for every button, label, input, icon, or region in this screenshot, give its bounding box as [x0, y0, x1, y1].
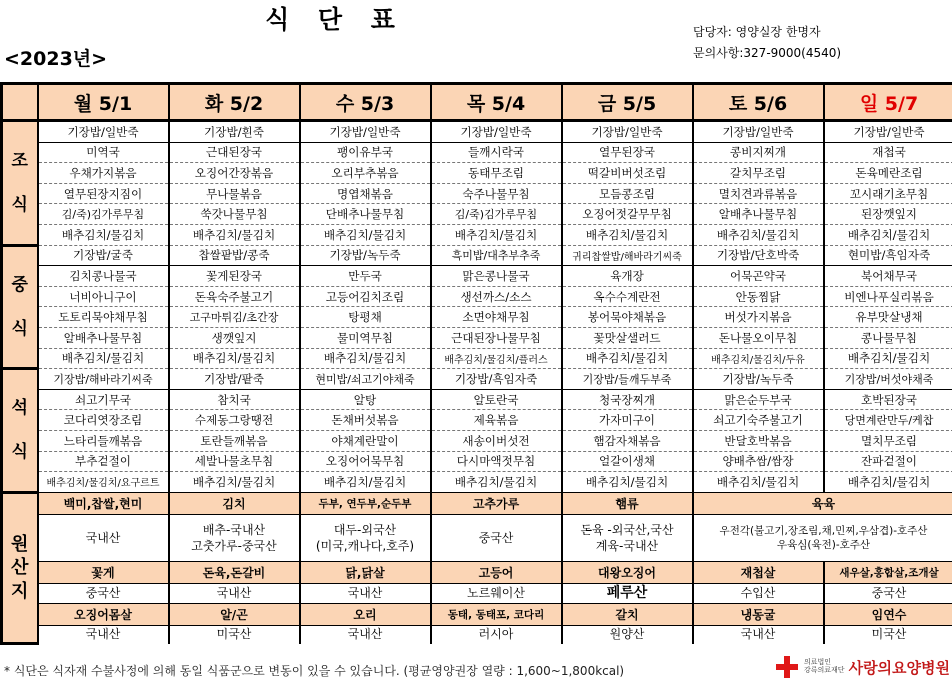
menu-cell: 가자미구이: [562, 410, 693, 431]
origin-label-row: [2, 603, 952, 625]
day-header: 목 5/4: [431, 84, 562, 121]
menu-row: [2, 245, 952, 266]
origin-item-label: 오징어몸살: [38, 603, 169, 625]
origin-item-label: 갈치: [562, 603, 693, 625]
origin-item-value: 노르웨이산: [431, 583, 562, 603]
menu-cell: 기장밥/버섯야채죽: [824, 369, 952, 390]
menu-cell: 비엔나푸실리볶음: [824, 286, 952, 307]
menu-cell: 제육볶음: [431, 410, 562, 431]
menu-cell: 기장밥/흑임자죽: [431, 369, 562, 390]
origin-item-value: 수입산: [693, 583, 824, 603]
menu-cell: 느타리들깨볶음: [38, 430, 169, 451]
menu-cell: 기장밥/일반죽: [300, 121, 431, 143]
menu-cell: 육개장: [562, 266, 693, 287]
menu-cell: 떡갈비버섯조림: [562, 163, 693, 184]
menu-cell: 고등어김치조림: [300, 286, 431, 307]
origin-label-row: [2, 492, 952, 514]
origin-item-label: 닭,닭살: [300, 561, 431, 583]
menu-cell: 배추김치/물김치/요구르트: [38, 472, 169, 493]
menu-cell: 배추김치/물김치: [824, 472, 952, 493]
menu-cell: 멸치견과류볶음: [693, 183, 824, 204]
menu-cell: 당면계란만두/케찹: [824, 410, 952, 431]
day-header: 토 5/6: [693, 84, 824, 121]
menu-cell: 북어채무국: [824, 266, 952, 287]
menu-cell: 얼갈이생채: [562, 451, 693, 472]
origin-item-value: 국내산: [300, 625, 431, 644]
hospital-logo: [776, 656, 950, 678]
menu-cell: 콩나물무침: [824, 327, 952, 348]
menu-cell: 기장밥/녹두죽: [300, 245, 431, 266]
menu-cell: 햄감자채볶음: [562, 430, 693, 451]
menu-cell: 기장밥/팥죽: [169, 369, 300, 390]
origin-item-label: 대왕오징어: [562, 561, 693, 583]
menu-cell: 배추김치/물김치: [300, 472, 431, 493]
menu-cell: 들깨시락국: [431, 142, 562, 163]
menu-cell: 김/죽)김가루무침: [38, 204, 169, 225]
menu-cell: 모듬콩조림: [562, 183, 693, 204]
menu-cell: 우채가지볶음: [38, 163, 169, 184]
origin-item-label: 재첩살: [693, 561, 824, 583]
menu-cell: 기장밥/일반죽: [824, 121, 952, 143]
menu-cell: 꽃맛살샐러드: [562, 327, 693, 348]
menu-cell: 명엽채볶음: [300, 183, 431, 204]
menu-cell: 오징어어묵무침: [300, 451, 431, 472]
menu-cell: 알배추나물무침: [38, 327, 169, 348]
menu-cell: 배추김치/물김치: [562, 224, 693, 245]
menu-cell: 기장밥/녹두죽: [693, 369, 824, 390]
menu-cell: 배추김치/물김치: [300, 348, 431, 369]
logo-subtitle-1: 의료법인: [804, 658, 832, 667]
menu-table: [0, 82, 952, 645]
origin-item-value: 러시아: [431, 625, 562, 644]
menu-cell: 배추김치/물김치: [693, 472, 824, 493]
menu-cell: 수제동그랑땡전: [169, 410, 300, 431]
menu-cell: 배추김치/물김치: [693, 224, 824, 245]
origin-item-label: 동태, 동태포, 코다리: [431, 603, 562, 625]
origin-item-label: 두부, 연두부,순두부: [300, 492, 431, 514]
menu-row: [2, 142, 952, 163]
menu-cell: 기장밥/해바라기씨죽: [38, 369, 169, 390]
menu-row: [2, 369, 952, 390]
menu-cell: 콩비지찌개: [693, 142, 824, 163]
origin-item-label: 백미,찹쌀,현미: [38, 492, 169, 514]
origin-item-label: 알/곤: [169, 603, 300, 625]
menu-cell: 양배추쌈/쌈장: [693, 451, 824, 472]
origin-item-value: 대두-외국산 (미국,캐나다,호주): [300, 514, 431, 561]
menu-cell: 기장밥/일반죽: [562, 121, 693, 143]
menu-cell: 기장밥/굴죽: [38, 245, 169, 266]
day-header: 화 5/2: [169, 84, 300, 121]
menu-cell: 김치콩나물국: [38, 266, 169, 287]
menu-cell: 고구마튀김/초간장: [169, 307, 300, 328]
menu-cell: 배추김치/물김치: [38, 348, 169, 369]
menu-cell: 흑미밥/대추부추죽: [431, 245, 562, 266]
menu-cell: 쇠고기무국: [38, 389, 169, 410]
origin-item-value: 국내산: [300, 583, 431, 603]
menu-cell: 현미밥/쇠고기야채죽: [300, 369, 431, 390]
menu-row: [2, 348, 952, 369]
menu-cell: 세발나물초무침: [169, 451, 300, 472]
menu-cell: 멸치무조림: [824, 430, 952, 451]
origin-item-value: 미국산: [824, 625, 952, 644]
origin-item-value: 배추-국내산 고춧가루-중국산: [169, 514, 300, 561]
origin-item-value: 국내산: [693, 625, 824, 644]
menu-cell: 부추겉절이: [38, 451, 169, 472]
menu-cell: 오리부추볶음: [300, 163, 431, 184]
menu-cell: 잔파겉절이: [824, 451, 952, 472]
origin-label-row: [2, 561, 952, 583]
contact-text: 문의사항:327-9000(4540): [693, 46, 842, 60]
manager-text: 담당자: 영양실장 한명자: [693, 25, 821, 39]
logo-subtitle-2: 강륵의료재단: [804, 666, 845, 674]
menu-row: [2, 472, 952, 493]
footer-note: * 식단은 식자재 수불사정에 의해 동일 식품군으로 변동이 있을 수 있습니다. (평균영양권장 열량 : 1,600~1,800kcal): [4, 664, 625, 678]
menu-cell: 배추김치/물김치: [562, 472, 693, 493]
origin-item-value: 국내산: [38, 625, 169, 644]
menu-cell: 오징어젓갈무무침: [562, 204, 693, 225]
origin-item-label: 김치: [169, 492, 300, 514]
menu-cell: 기장밥/단호박죽: [693, 245, 824, 266]
menu-row: [2, 430, 952, 451]
menu-cell: 꼬시래기초무침: [824, 183, 952, 204]
origin-value-row: [2, 583, 952, 603]
menu-cell: 야채계란말이: [300, 430, 431, 451]
menu-row: [2, 327, 952, 348]
origin-item-label: 햄류: [562, 492, 693, 514]
menu-cell: 알토란국: [431, 389, 562, 410]
origin-item-value: 국내산: [169, 583, 300, 603]
menu-cell: 쑥갓나물무침: [169, 204, 300, 225]
menu-cell: 생선까스/소스: [431, 286, 562, 307]
meal-label-breakfast: 조 식: [2, 121, 38, 246]
menu-cell: 너비아니구이: [38, 286, 169, 307]
menu-cell: 기장밥/일반죽: [38, 121, 169, 143]
origin-item-label: 오리: [300, 603, 431, 625]
menu-cell: 호박된장국: [824, 389, 952, 410]
menu-cell: 숙주나물무침: [431, 183, 562, 204]
menu-cell: 돈육메란조림: [824, 163, 952, 184]
menu-cell: 알탕: [300, 389, 431, 410]
origin-value-row: [2, 625, 952, 644]
menu-row: [2, 224, 952, 245]
meal-label-dinner: 석 식: [2, 369, 38, 493]
menu-cell: 김/죽)김가루무침: [431, 204, 562, 225]
menu-cell: 옥수수계란전: [562, 286, 693, 307]
origin-item-value: 중국산: [38, 583, 169, 603]
origin-item-value: 중국산: [824, 583, 952, 603]
menu-cell: 재첩국: [824, 142, 952, 163]
menu-row: [2, 389, 952, 410]
menu-cell: 근대된장나물무침: [431, 327, 562, 348]
year-label: <2023년>: [4, 48, 108, 70]
red-cross-icon: [776, 656, 798, 678]
menu-cell: 근대된장국: [169, 142, 300, 163]
menu-cell: 귀리찹쌀밥/해바라기씨죽: [562, 245, 693, 266]
menu-cell: 생깻잎지: [169, 327, 300, 348]
origin-item-label: 고추가루: [431, 492, 562, 514]
day-header: 일 5/7: [824, 84, 952, 121]
origin-item-value: 국내산: [38, 514, 169, 561]
menu-cell: 맑은콩나물국: [431, 266, 562, 287]
menu-cell: 배추김치/물김치/플러스: [431, 348, 562, 369]
menu-cell: 새송이버섯전: [431, 430, 562, 451]
menu-row: [2, 451, 952, 472]
menu-cell: 배추김치/물김치: [824, 348, 952, 369]
menu-cell: 배추김치/물김치/두유: [693, 348, 824, 369]
menu-cell: 만두국: [300, 266, 431, 287]
origin-item-label: 육육: [693, 492, 952, 514]
origin-item-label: 돈육,돈갈비: [169, 561, 300, 583]
page-title: 식 단 표: [265, 5, 405, 34]
menu-cell: 안동찜닭: [693, 286, 824, 307]
menu-cell: 배추김치/물김치: [169, 224, 300, 245]
menu-cell: 찹쌀팥밥/콩죽: [169, 245, 300, 266]
menu-cell: 쇠고기숙주불고기: [693, 410, 824, 431]
menu-cell: 맑은순두부국: [693, 389, 824, 410]
menu-row: [2, 121, 952, 143]
menu-cell: 다시마액젓무침: [431, 451, 562, 472]
menu-row: [2, 307, 952, 328]
menu-cell: 봉어묵야채볶음: [562, 307, 693, 328]
day-header: 금 5/5: [562, 84, 693, 121]
menu-cell: 기장밥/들깨두부죽: [562, 369, 693, 390]
menu-cell: 꽃게된장국: [169, 266, 300, 287]
origin-item-label: 임연수: [824, 603, 952, 625]
menu-cell: 기장밥/흰죽: [169, 121, 300, 143]
menu-cell: 소면야채무침: [431, 307, 562, 328]
menu-cell: 열무된장국: [562, 142, 693, 163]
menu-cell: 단배추나물무침: [300, 204, 431, 225]
menu-row: [2, 286, 952, 307]
menu-cell: 기장밥/일반죽: [693, 121, 824, 143]
menu-row: [2, 163, 952, 184]
menu-cell: 돈육숙주불고기: [169, 286, 300, 307]
menu-cell: 갈치무조림: [693, 163, 824, 184]
header-corner: [2, 84, 38, 121]
menu-cell: 무나물볶음: [169, 183, 300, 204]
origin-item-label: 꽃게: [38, 561, 169, 583]
menu-cell: 배추김치/물김치: [38, 224, 169, 245]
origin-item-value: 미국산: [169, 625, 300, 644]
menu-cell: 열무된장지짐이: [38, 183, 169, 204]
menu-cell: 도토리묵야채무침: [38, 307, 169, 328]
menu-cell: 동태무조림: [431, 163, 562, 184]
menu-row: [2, 204, 952, 225]
menu-cell: 현미밥/흑임자죽: [824, 245, 952, 266]
origin-section-label: 원 산 지: [2, 492, 38, 643]
menu-cell: 참치국: [169, 389, 300, 410]
menu-cell: 배추김치/물김치: [824, 224, 952, 245]
menu-cell: 청국장찌개: [562, 389, 693, 410]
menu-row: [2, 183, 952, 204]
menu-cell: 배추김치/물김치: [431, 472, 562, 493]
menu-cell: 배추김치/물김치: [300, 224, 431, 245]
menu-cell: 배추김치/물김치: [169, 348, 300, 369]
menu-cell: 어묵곤약국: [693, 266, 824, 287]
menu-cell: 된장깻잎지: [824, 204, 952, 225]
menu-cell: 버섯가지볶음: [693, 307, 824, 328]
menu-cell: 알배추나물무침: [693, 204, 824, 225]
menu-cell: 코다리엿장조림: [38, 410, 169, 431]
menu-cell: 토란들깨볶음: [169, 430, 300, 451]
origin-item-value: 우전각(불고기,장조림,채,민찌,우삼겹)-호주산 우육심(육전)-호주산: [693, 514, 952, 561]
menu-cell: 돈나물오이무침: [693, 327, 824, 348]
menu-cell: 배추김치/물김치: [431, 224, 562, 245]
origin-item-value: 페루산: [562, 583, 693, 603]
menu-cell: 기장밥/일반죽: [431, 121, 562, 143]
menu-cell: 돈채버섯볶음: [300, 410, 431, 431]
menu-cell: 배추김치/물김치: [562, 348, 693, 369]
logo-name: 사랑의요양병원: [848, 658, 951, 677]
origin-item-label: 고등어: [431, 561, 562, 583]
meal-label-lunch: 중 식: [2, 245, 38, 369]
origin-item-value: 원양산: [562, 625, 693, 644]
day-header: 수 5/3: [300, 84, 431, 121]
origin-item-value: 돈육 -외국산,국산 계육-국내산: [562, 514, 693, 561]
menu-cell: 물미역무침: [300, 327, 431, 348]
menu-cell: 유부맛살냉채: [824, 307, 952, 328]
menu-row: [2, 266, 952, 287]
menu-cell: 팽이유부국: [300, 142, 431, 163]
menu-cell: 오징어간장볶음: [169, 163, 300, 184]
menu-cell: 미역국: [38, 142, 169, 163]
menu-cell: 탕평채: [300, 307, 431, 328]
menu-cell: 반달호박볶음: [693, 430, 824, 451]
origin-item-label: 냉동굴: [693, 603, 824, 625]
origin-value-row: [2, 514, 952, 561]
menu-row: [2, 410, 952, 431]
contact-info: [693, 22, 841, 64]
day-header-row: [2, 84, 952, 121]
menu-cell: 배추김치/물김치: [169, 472, 300, 493]
origin-item-label: 새우살,홍합살,조개살: [824, 561, 952, 583]
day-header: 월 5/1: [38, 84, 169, 121]
origin-item-value: 중국산: [431, 514, 562, 561]
